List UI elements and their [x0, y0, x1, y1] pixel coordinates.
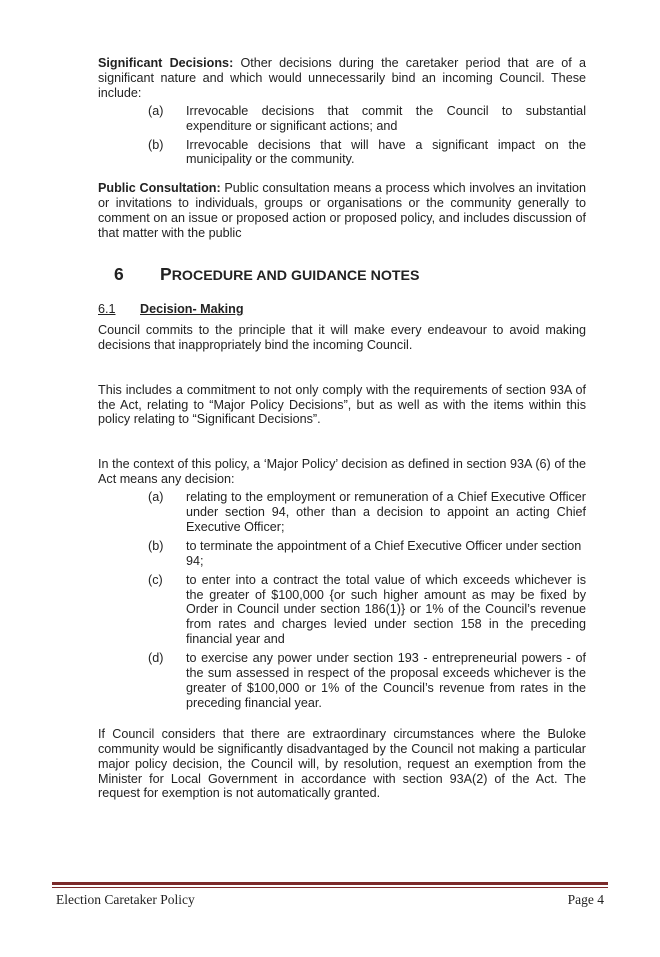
section-number: 6	[114, 263, 124, 284]
significant-decisions-paragraph	[98, 56, 586, 101]
page-footer	[56, 892, 604, 908]
significant-decisions-list	[98, 104, 586, 168]
public-consultation-paragraph	[98, 181, 586, 241]
subsection-heading	[98, 302, 586, 317]
list-item	[98, 573, 586, 648]
list-marker: (a)	[148, 103, 164, 118]
subsection-number: 6.1	[98, 301, 116, 316]
paragraph: In the context of this policy, a ‘Major Policy’ decision as defined in section 93A (6) of the Act means any decision:	[98, 457, 586, 487]
page-number: Page 4	[567, 892, 604, 907]
list-item	[98, 539, 586, 569]
section-title-rest: ROCEDURE AND GUIDANCE NOTES	[171, 267, 420, 284]
list-marker: (a)	[148, 490, 164, 505]
footer-rule-thin	[52, 887, 608, 888]
list-item-text: Irrevocable decisions that commit the Council to substantial expenditure or significant actions; and	[186, 103, 586, 133]
public-consultation-text: Public consultation means a process which involves an invitation or invitations to individuals, groups or organisations or the community generally to comment on an issue or proposed action or proposed policy, and includes discussion of that matter with the public	[98, 181, 587, 241]
paragraph: Council commits to the principle that it will make every endeavour to avoid making decisions that inappropriately bind the incoming Council.	[98, 322, 586, 352]
major-policy-list	[98, 490, 586, 711]
list-item-text: to terminate the appointment of a Chief Executive Officer under section 94;	[186, 538, 582, 568]
footer-rule-thick	[52, 882, 608, 885]
list-marker: (b)	[148, 137, 164, 152]
closing-paragraph: If Council considers that there are extraordinary circumstances where the Buloke community would be significantly disadvantaged by the Council not making a particular major policy decision, the Council will, by resolution, request an exemption from the Minister for Local Government in accordance with section 93A(2) of the Act. The request for exemption is not automatically granted.	[98, 726, 586, 801]
list-item	[98, 651, 586, 711]
list-item-text: to exercise any power under section 193 - entrepreneurial powers - of the sum assessed in respect of the proposal exceeds whichever is the greater of $100,000 or 1% of the Council’s revenue from rates in the preceding financial year.	[186, 651, 586, 710]
list-item	[98, 104, 586, 134]
document-body	[98, 56, 586, 801]
list-marker: (c)	[148, 572, 163, 587]
section-title-initial: P	[160, 263, 172, 284]
footer-title: Election Caretaker Policy	[56, 892, 195, 907]
section-heading	[98, 263, 586, 284]
significant-decisions-label: Significant Decisions:	[98, 56, 234, 70]
list-item-text: relating to the employment or remuneration of a Chief Executive Officer under section 94, other than a decision to appoint an acting Chief Executive Officer;	[186, 490, 586, 534]
public-consultation-label: Public Consultation:	[98, 181, 221, 196]
list-item-text: Irrevocable decisions that will have a significant impact on the municipality or the community.	[186, 137, 586, 167]
subsection-title: Decision- Making	[140, 301, 244, 316]
list-item	[98, 138, 586, 168]
list-marker: (b)	[148, 538, 164, 553]
paragraph: This includes a commitment to not only comply with the requirements of section 93A of the Act, relating to “Major Policy Decisions”, but as well as with the items within this policy relating to “Significant Decisions”.	[98, 382, 586, 427]
significant-decisions-text: Other decisions during the caretaker period that are of a significant nature and which would unnecessarily bind an incoming Council. These include:	[98, 56, 586, 100]
list-item-text: to enter into a contract the total value of which exceeds whichever is the greater of $100,000 {or such higher amount as may be fixed by Order in Council under section 186(1)} or 1% of the Council’s revenue from rates and charges levied under section 158 in the preceding financial year and	[186, 572, 586, 647]
section-title	[160, 263, 420, 284]
footer-divider	[52, 882, 608, 888]
list-marker: (d)	[148, 651, 164, 666]
list-item	[98, 490, 586, 535]
